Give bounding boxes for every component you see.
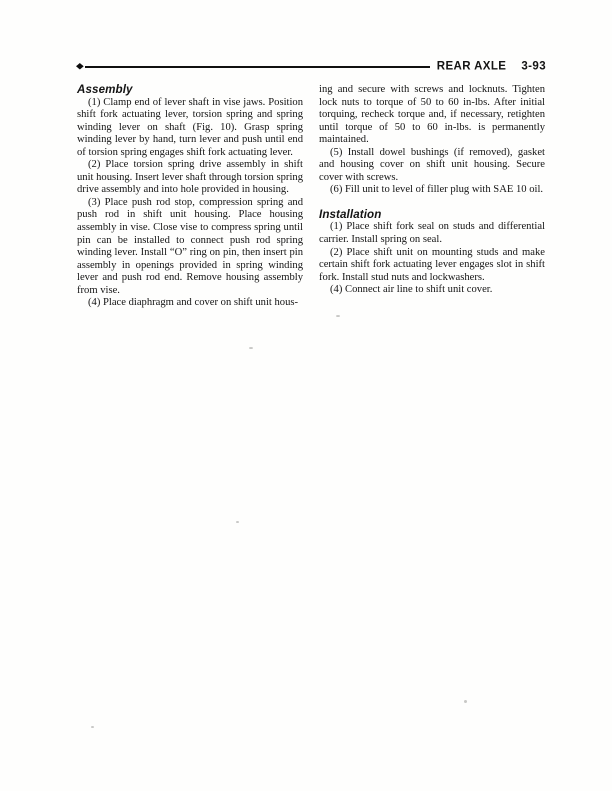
assembly-heading: Assembly [77, 83, 133, 96]
header-page-number: 3-93 [521, 60, 546, 73]
running-header [76, 61, 546, 73]
left-column [77, 84, 303, 310]
installation-step-1: (1) Place shift fork seal on studs and differential carrier. Install spring on seal. [319, 221, 545, 246]
scan-speckle [249, 347, 253, 349]
header-rule [85, 66, 430, 68]
assembly-step-1: (1) Clamp end of lever shaft in vise jaws. Position shift fork actuating lever, torsion spring and spring winding lever on shaft (Fig. 10). Grasp spring winding lever by hand, turn lever and push until end of torsion spring engages shift fork actuating lever. [77, 96, 303, 158]
body-columns [77, 84, 545, 310]
assembly-step-4-continuation: ing and secure with screws and locknuts. Tighten lock nuts to torque of 50 to 60 in-lbs. After initial torquing, recheck torque and, if necessary, retighten until torque of 50 to 60 in-lbs. is permanently maintained. [319, 84, 545, 146]
header-section-title: REAR AXLE [436, 60, 507, 73]
scan-speckle [464, 700, 467, 703]
assembly-step-5: (5) Install dowel bushings (if removed), gasket and housing cover on shift unit housing. Secure cover with screws. [319, 146, 545, 183]
scan-speckle [236, 521, 239, 523]
diamond-bullet-icon: ◆ [76, 61, 84, 72]
right-column [319, 84, 545, 310]
installation-step-2: (2) Place shift unit on mounting studs and make certain shift fork actuating lever engages slot in shift fork. Install stud nuts and lockwashers. [319, 246, 545, 283]
scan-speckle [336, 315, 340, 317]
assembly-step-4: (4) Place diaphragm and cover on shift unit hous- [88, 297, 299, 309]
assembly-step-3: (3) Place push rod stop, compression spring and push rod in shift unit housing. Place housing assembly in vise. Close vise to compress spring until pin can be installed to connect push rod spring winding lever. Install “O” ring on pin, then insert pin assembly in openings provided in spring winding lever and push rod end. Remove housing assembly from vise. [77, 196, 303, 296]
assembly-step-6: (6) Fill unit to level of filler plug with SAE 10 oil. [330, 184, 544, 196]
installation-heading: Installation [319, 207, 382, 221]
installation-step-4: (4) Connect air line to shift unit cover. [330, 284, 493, 296]
header-title [437, 61, 546, 73]
scan-speckle [91, 726, 94, 728]
assembly-step-2: (2) Place torsion spring drive assembly in shift unit housing. Insert lever shaft through torsion spring drive assembly and into hole provided in housing. [77, 159, 303, 196]
